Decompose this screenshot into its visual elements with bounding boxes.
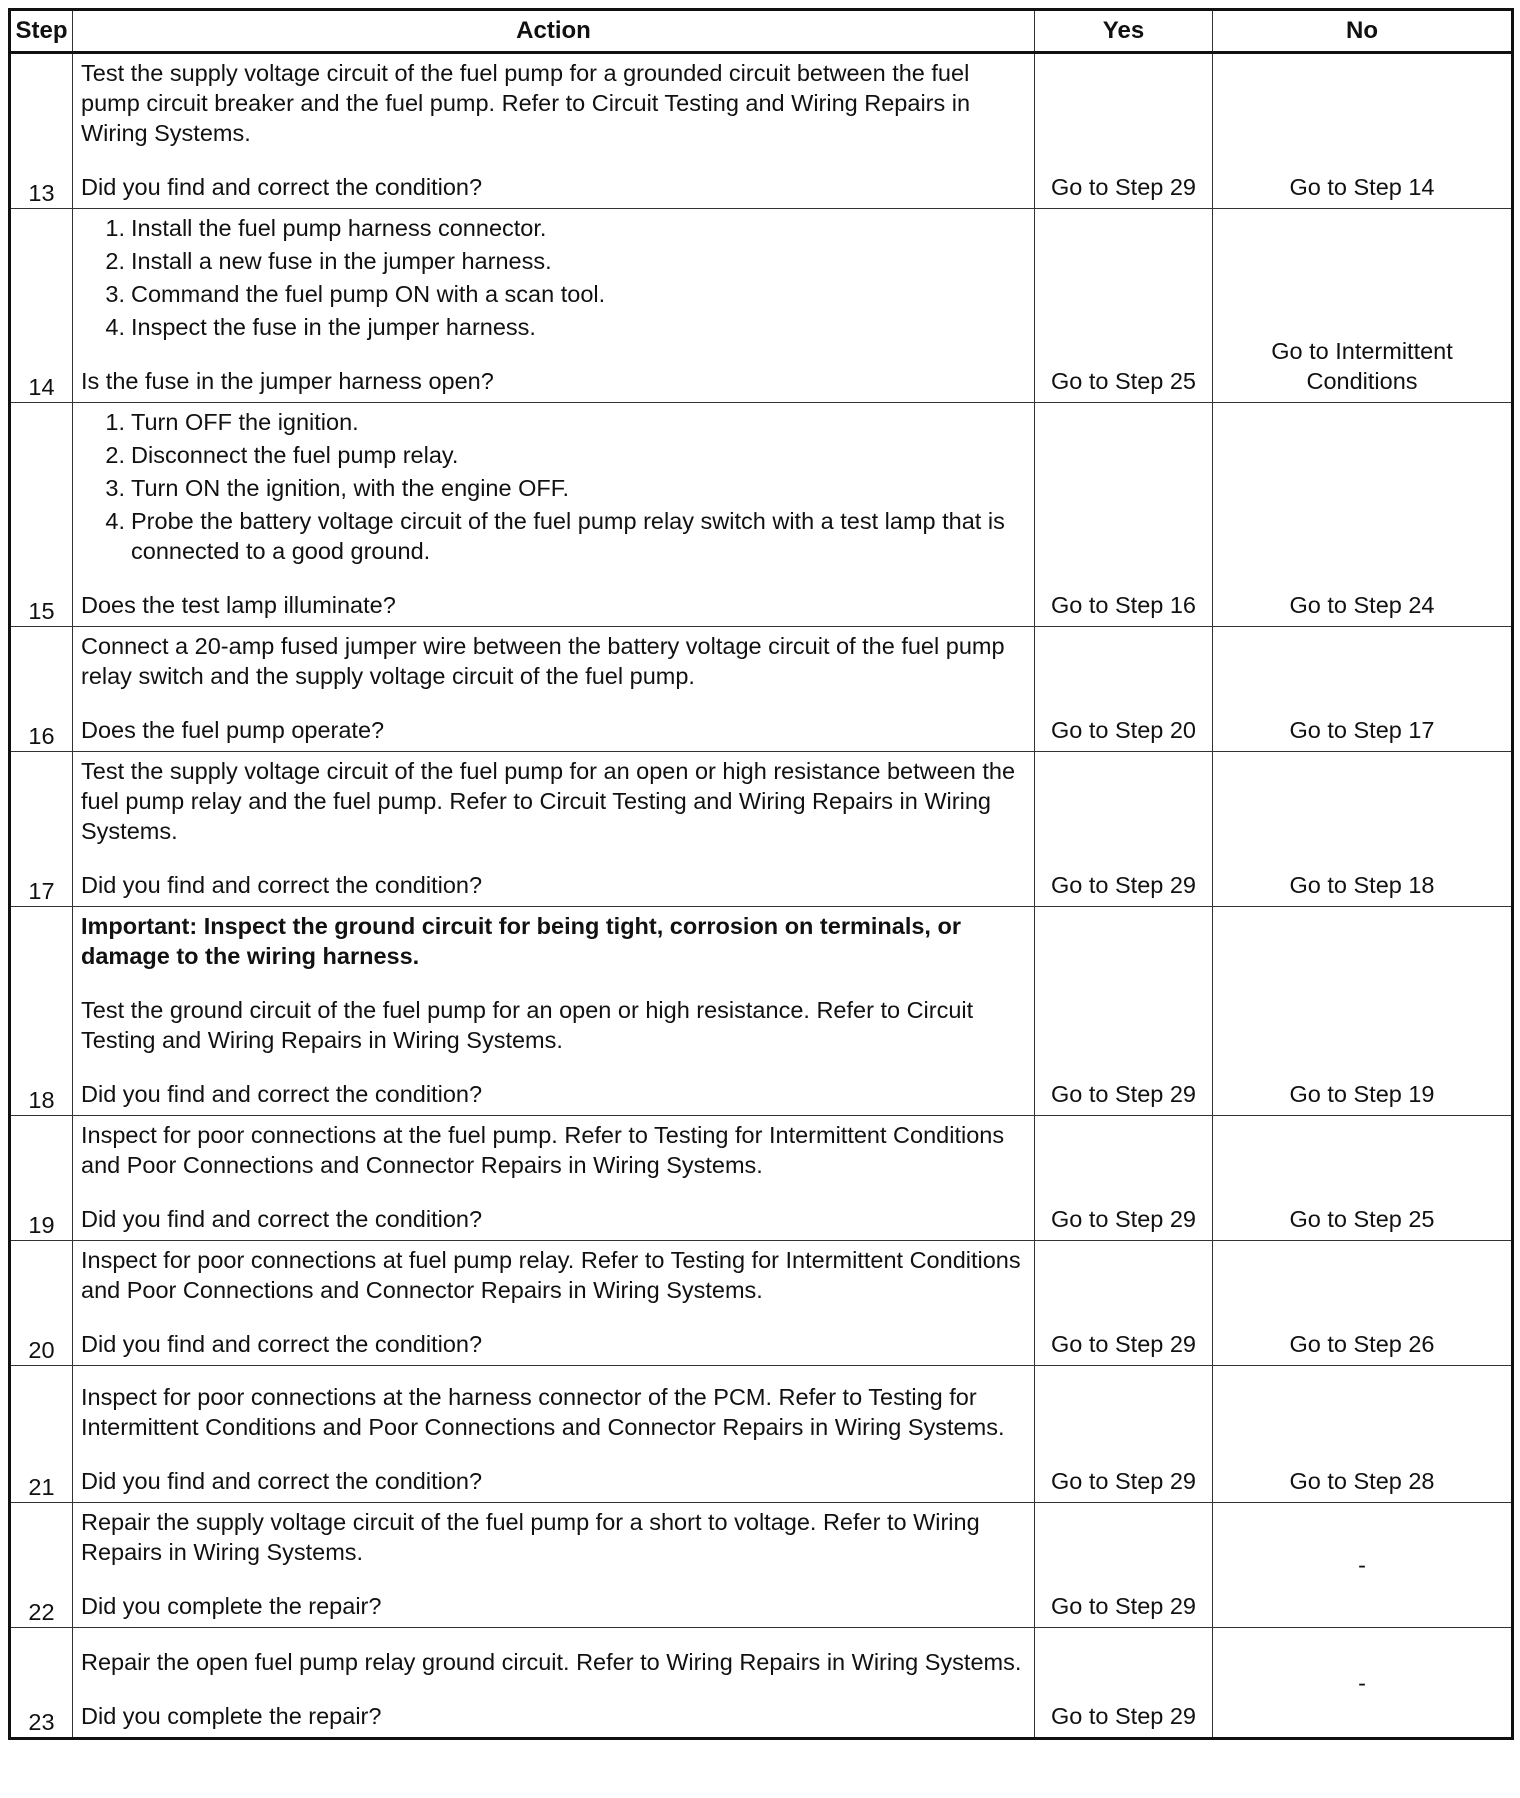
action-cell (73, 209, 1035, 403)
step-number: 23 (10, 1628, 73, 1739)
no-result: - (1213, 1503, 1513, 1628)
action-text: Inspect for poor connections at the fuel pump. Refer to Testing for Intermittent Conditions and Poor Connections and Connector Repairs in Wiring Systems. (81, 1122, 1005, 1178)
yes-result: Go to Step 25 (1035, 209, 1213, 403)
yes-result: Go to Step 29 (1035, 1241, 1213, 1366)
step-number: 19 (10, 1116, 73, 1241)
action-cell (73, 1366, 1035, 1503)
list-item-number: 3. (105, 475, 125, 501)
action-text: Connect a 20-amp fused jumper wire between the battery voltage circuit of the fuel pump relay switch and the supply voltage circuit of the fuel pump. (81, 633, 1005, 689)
action-cell (73, 1503, 1035, 1628)
action-cell (73, 627, 1035, 752)
list-item-text: Turn OFF the ignition. (131, 409, 359, 435)
list-item-number: 3. (105, 281, 125, 307)
header-step: Step (10, 10, 73, 53)
table-row (10, 53, 1513, 209)
action-cell (73, 1241, 1035, 1366)
list-item-text: Command the fuel pump ON with a scan tool. (131, 281, 606, 307)
no-result: Go to Step 24 (1213, 403, 1513, 627)
list-item-number: 1. (105, 215, 125, 241)
action-cell (73, 752, 1035, 907)
yes-result: Go to Step 20 (1035, 627, 1213, 752)
action-question: Did you find and correct the condition? (81, 1331, 483, 1357)
action-question: Did you find and correct the condition? (81, 872, 483, 898)
action-cell (73, 907, 1035, 1116)
list-item (81, 407, 1028, 437)
diagnostic-table (8, 8, 1514, 1740)
no-result: Go to Step 18 (1213, 752, 1513, 907)
list-item-number: 2. (105, 248, 125, 274)
action-question: Did you find and correct the condition? (81, 174, 483, 200)
yes-result: Go to Step 29 (1035, 752, 1213, 907)
table-row (10, 1241, 1513, 1366)
list-item-number: 4. (105, 508, 125, 534)
action-cell (73, 403, 1035, 627)
action-question: Did you complete the repair? (81, 1703, 382, 1729)
action-question: Did you find and correct the condition? (81, 1468, 483, 1494)
action-text: Test the supply voltage circuit of the fuel pump for a grounded circuit between the fuel pump circuit breaker and the fuel pump. Refer to Circuit Testing and Wiring Repairs in Wiring Systems. (81, 60, 971, 146)
list-item (81, 246, 1028, 276)
step-number: 13 (10, 53, 73, 209)
table-row (10, 403, 1513, 627)
list-item-number: 4. (105, 314, 125, 340)
table-row (10, 209, 1513, 403)
table-row (10, 752, 1513, 907)
list-item-number: 2. (105, 442, 125, 468)
action-cell (73, 1628, 1035, 1739)
action-question: Did you find and correct the condition? (81, 1081, 483, 1107)
header-no: No (1213, 10, 1513, 53)
action-text: Repair the open fuel pump relay ground circuit. Refer to Wiring Repairs in Wiring Systems. (81, 1649, 1022, 1675)
action-text: Inspect for poor connections at fuel pump relay. Refer to Testing for Intermittent Conditions and Poor Connections and Connector Repairs in Wiring Systems. (81, 1247, 1021, 1303)
table-row (10, 627, 1513, 752)
table-row (10, 1116, 1513, 1241)
table-header-row (10, 10, 1513, 53)
table-row (10, 1628, 1513, 1739)
action-text: Inspect for poor connections at the harness connector of the PCM. Refer to Testing for Intermittent Conditions and Poor Connections and Connector Repairs in Wiring Systems. (81, 1384, 1005, 1440)
important-note: Important: Inspect the ground circuit for being tight, corrosion on terminals, or damage to the wiring harness. (81, 913, 961, 969)
no-result: Go to Step 28 (1213, 1366, 1513, 1503)
action-question: Did you complete the repair? (81, 1593, 382, 1619)
table-row (10, 1366, 1513, 1503)
step-number: 15 (10, 403, 73, 627)
list-item-text: Install a new fuse in the jumper harness. (131, 248, 552, 274)
no-result: Go to Step 14 (1213, 53, 1513, 209)
action-cell (73, 53, 1035, 209)
list-item (81, 279, 1028, 309)
step-number: 14 (10, 209, 73, 403)
list-item-text: Disconnect the fuel pump relay. (131, 442, 459, 468)
action-question: Did you find and correct the condition? (81, 1206, 483, 1232)
yes-result: Go to Step 29 (1035, 1116, 1213, 1241)
header-action: Action (73, 10, 1035, 53)
step-number: 18 (10, 907, 73, 1116)
list-item (81, 213, 1028, 243)
table-row (10, 907, 1513, 1116)
list-item-number: 1. (105, 409, 125, 435)
yes-result: Go to Step 29 (1035, 53, 1213, 209)
step-number: 17 (10, 752, 73, 907)
list-item-text: Probe the battery voltage circuit of the fuel pump relay switch with a test lamp that is connected to a good ground. (131, 508, 1005, 564)
no-result: Go to Step 26 (1213, 1241, 1513, 1366)
action-cell (73, 1116, 1035, 1241)
action-question: Is the fuse in the jumper harness open? (81, 368, 494, 394)
step-number: 16 (10, 627, 73, 752)
list-item (81, 440, 1028, 470)
step-number: 22 (10, 1503, 73, 1628)
substep-list (81, 213, 1028, 342)
table-row (10, 1503, 1513, 1628)
substep-list (81, 407, 1028, 566)
step-number: 21 (10, 1366, 73, 1503)
action-text: Repair the supply voltage circuit of the fuel pump for a short to voltage. Refer to Wiring Repairs in Wiring Systems. (81, 1509, 980, 1565)
no-result: Go to Step 17 (1213, 627, 1513, 752)
list-item-text: Install the fuel pump harness connector. (131, 215, 547, 241)
yes-result: Go to Step 29 (1035, 1503, 1213, 1628)
action-text: Test the ground circuit of the fuel pump for an open or high resistance. Refer to Circuit Testing and Wiring Repairs in Wiring Systems. (81, 997, 974, 1053)
yes-result: Go to Step 16 (1035, 403, 1213, 627)
yes-result: Go to Step 29 (1035, 907, 1213, 1116)
list-item-text: Inspect the fuse in the jumper harness. (131, 314, 536, 340)
action-question: Does the test lamp illuminate? (81, 592, 396, 618)
action-text: Test the supply voltage circuit of the fuel pump for an open or high resistance between the fuel pump relay and the fuel pump. Refer to Circuit Testing and Wiring Repairs in Wiring Systems. (81, 758, 1016, 844)
yes-result: Go to Step 29 (1035, 1628, 1213, 1739)
no-result: Go to Step 19 (1213, 907, 1513, 1116)
list-item (81, 312, 1028, 342)
no-result: Go to Intermittent Conditions (1213, 209, 1513, 403)
step-number: 20 (10, 1241, 73, 1366)
list-item (81, 473, 1028, 503)
header-yes: Yes (1035, 10, 1213, 53)
list-item (81, 506, 1028, 566)
no-result: - (1213, 1628, 1513, 1739)
action-question: Does the fuel pump operate? (81, 717, 385, 743)
no-result: Go to Step 25 (1213, 1116, 1513, 1241)
yes-result: Go to Step 29 (1035, 1366, 1213, 1503)
list-item-text: Turn ON the ignition, with the engine OFF. (131, 475, 570, 501)
